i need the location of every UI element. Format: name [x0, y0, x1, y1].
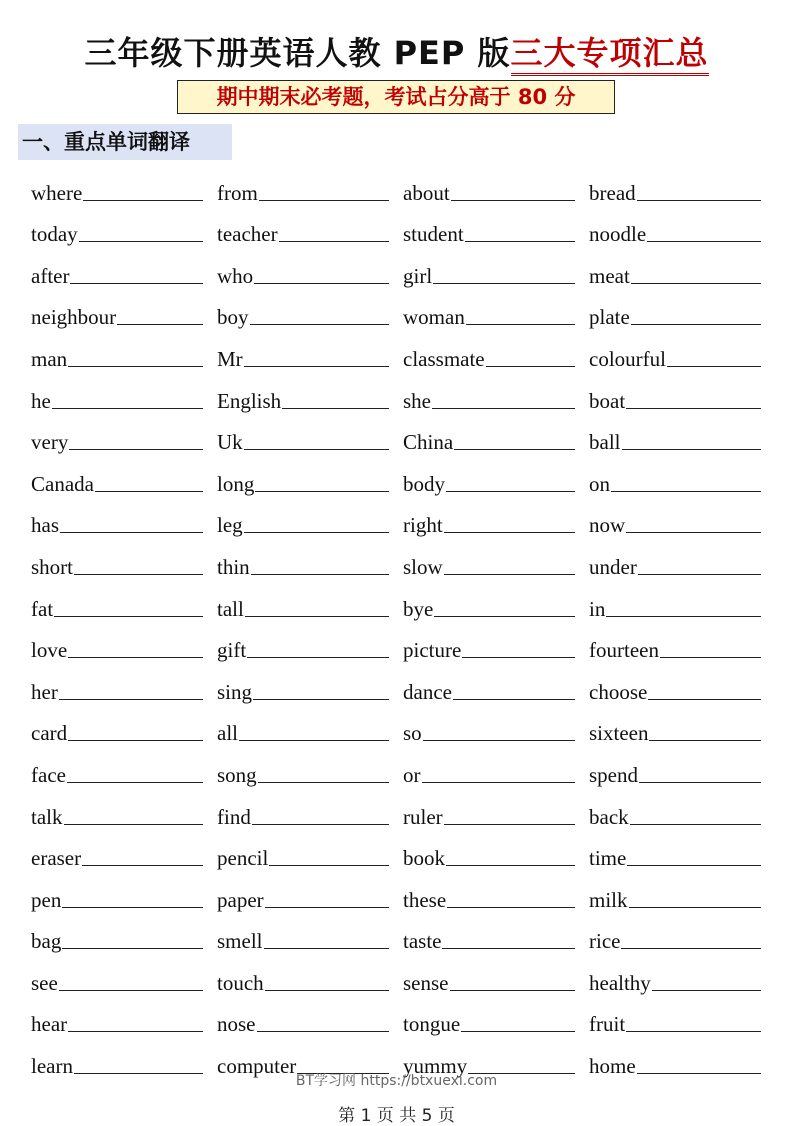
- answer-blank[interactable]: [631, 324, 761, 325]
- answer-blank[interactable]: [259, 200, 389, 201]
- word-label: classmate: [403, 346, 485, 371]
- word-item: [31, 548, 217, 578]
- word-item: [403, 548, 589, 578]
- word-label: in: [589, 596, 606, 621]
- answer-blank[interactable]: [69, 449, 203, 450]
- word-label: student: [403, 222, 464, 247]
- word-label: today: [31, 222, 78, 247]
- answer-blank[interactable]: [638, 574, 761, 575]
- word-label: she: [403, 388, 431, 413]
- answer-blank[interactable]: [254, 283, 389, 284]
- word-label: China: [403, 430, 454, 455]
- answer-blank[interactable]: [422, 782, 576, 783]
- answer-blank[interactable]: [454, 449, 575, 450]
- word-label: plate: [589, 305, 630, 330]
- word-label: sixteen: [589, 721, 649, 746]
- answer-blank[interactable]: [95, 491, 203, 492]
- answer-blank[interactable]: [450, 990, 576, 991]
- page-title: [0, 28, 793, 74]
- word-item: [31, 798, 217, 828]
- word-row: [31, 578, 775, 620]
- word-item: [589, 714, 775, 744]
- answer-blank[interactable]: [79, 241, 203, 242]
- word-label: face: [31, 762, 66, 787]
- word-label: sense: [403, 970, 449, 995]
- answer-blank[interactable]: [252, 824, 389, 825]
- word-label: meat: [589, 263, 630, 288]
- section-heading: 一、重点单词翻译: [18, 124, 232, 160]
- word-item: [589, 798, 775, 828]
- word-item: [217, 714, 403, 744]
- answer-blank[interactable]: [265, 907, 389, 908]
- word-label: book: [403, 846, 445, 871]
- word-item: [217, 174, 403, 204]
- answer-blank[interactable]: [264, 948, 390, 949]
- answer-blank[interactable]: [432, 408, 575, 409]
- word-item: [31, 298, 217, 328]
- answer-blank[interactable]: [64, 824, 204, 825]
- word-label: Canada: [31, 471, 94, 496]
- word-row: [31, 453, 775, 495]
- word-item: [403, 839, 589, 869]
- answer-blank[interactable]: [626, 1031, 761, 1032]
- word-item: [217, 631, 403, 661]
- word-label: choose: [589, 679, 648, 704]
- answer-blank[interactable]: [447, 907, 575, 908]
- word-item: [217, 257, 403, 287]
- answer-blank[interactable]: [282, 408, 389, 409]
- word-item: [403, 465, 589, 495]
- word-label: now: [589, 513, 626, 538]
- word-item: [589, 922, 775, 952]
- word-label: from: [217, 180, 258, 205]
- word-label: bread: [589, 180, 636, 205]
- word-label: paper: [217, 887, 264, 912]
- answer-blank[interactable]: [626, 532, 761, 533]
- word-label: short: [31, 554, 73, 579]
- word-label: teacher: [217, 222, 278, 247]
- word-item: [31, 174, 217, 204]
- answer-blank[interactable]: [251, 574, 389, 575]
- word-label: pen: [31, 887, 62, 912]
- answer-blank[interactable]: [444, 824, 575, 825]
- answer-blank[interactable]: [611, 491, 761, 492]
- word-label: thin: [217, 554, 250, 579]
- word-label: man: [31, 346, 68, 371]
- answer-blank[interactable]: [269, 865, 389, 866]
- word-label: has: [31, 513, 59, 538]
- word-item: [31, 922, 217, 952]
- word-label: or: [403, 762, 421, 787]
- word-item: [403, 631, 589, 661]
- word-item: [403, 382, 589, 412]
- word-label: fourteen: [589, 638, 659, 663]
- word-label: healthy: [589, 970, 651, 995]
- answer-blank[interactable]: [253, 699, 389, 700]
- answer-blank[interactable]: [629, 907, 761, 908]
- word-item: [217, 340, 403, 370]
- word-label: Uk: [217, 430, 243, 455]
- word-row: [31, 661, 775, 703]
- answer-blank[interactable]: [68, 366, 203, 367]
- word-row: [31, 370, 775, 412]
- word-item: [589, 839, 775, 869]
- word-item: [589, 548, 775, 578]
- answer-blank[interactable]: [83, 200, 203, 201]
- word-item: [403, 673, 589, 703]
- answer-blank[interactable]: [639, 782, 761, 783]
- word-row: [31, 703, 775, 745]
- answer-blank[interactable]: [433, 283, 575, 284]
- word-label: fruit: [589, 1012, 626, 1037]
- answer-blank[interactable]: [466, 324, 575, 325]
- word-row: [31, 994, 775, 1036]
- answer-blank[interactable]: [446, 491, 575, 492]
- word-item: [403, 714, 589, 744]
- word-item: [403, 215, 589, 245]
- answer-blank[interactable]: [265, 990, 389, 991]
- answer-blank[interactable]: [631, 283, 761, 284]
- word-label: computer: [217, 1054, 297, 1079]
- word-row: [31, 828, 775, 870]
- word-item: [217, 215, 403, 245]
- word-label: eraser: [31, 846, 82, 871]
- title-main: 三年级下册英语人教 PEP 版: [84, 34, 511, 72]
- word-label: these: [403, 887, 447, 912]
- word-label: bag: [31, 929, 62, 954]
- word-item: [217, 298, 403, 328]
- word-label: time: [589, 846, 627, 871]
- word-label: so: [403, 721, 422, 746]
- answer-blank[interactable]: [453, 699, 575, 700]
- answer-blank[interactable]: [247, 657, 389, 658]
- word-label: right: [403, 513, 443, 538]
- word-item: [217, 673, 403, 703]
- answer-blank[interactable]: [434, 616, 575, 617]
- word-label: where: [31, 180, 83, 205]
- word-item: [217, 798, 403, 828]
- word-item: [217, 465, 403, 495]
- word-label: spend: [589, 762, 638, 787]
- answer-blank[interactable]: [637, 200, 761, 201]
- word-item: [31, 881, 217, 911]
- word-label: smell: [217, 929, 263, 954]
- word-item: [589, 298, 775, 328]
- answer-blank[interactable]: [117, 324, 203, 325]
- answer-blank[interactable]: [667, 366, 761, 367]
- footer-site: BT学习网 https://btxuexi.com: [295, 1073, 498, 1089]
- word-item: [31, 714, 217, 744]
- word-item: [589, 964, 775, 994]
- word-label: her: [31, 679, 58, 704]
- word-label: touch: [217, 970, 264, 995]
- word-item: [31, 673, 217, 703]
- word-row: [31, 412, 775, 454]
- page-number: 第 1 页 共 5 页: [338, 1106, 455, 1126]
- word-label: ruler: [403, 804, 443, 829]
- word-label: dance: [403, 679, 452, 704]
- answer-blank[interactable]: [627, 865, 761, 866]
- word-label: long: [217, 471, 255, 496]
- word-item: [589, 756, 775, 786]
- word-label: girl: [403, 263, 433, 288]
- word-item: [403, 298, 589, 328]
- word-item: [589, 215, 775, 245]
- title-highlight: 三大专项汇总: [511, 34, 709, 76]
- word-item: [31, 465, 217, 495]
- answer-blank[interactable]: [660, 657, 761, 658]
- answer-blank[interactable]: [54, 616, 203, 617]
- word-label: Mr: [217, 346, 243, 371]
- answer-blank[interactable]: [67, 782, 203, 783]
- word-item: [403, 506, 589, 536]
- word-label: leg: [217, 513, 243, 538]
- word-row: [31, 952, 775, 994]
- word-label: yummy: [403, 1054, 468, 1079]
- word-item: [31, 506, 217, 536]
- word-item: [31, 839, 217, 869]
- word-grid: [31, 162, 775, 1077]
- word-label: about: [403, 180, 450, 205]
- word-row: [31, 204, 775, 246]
- answer-blank[interactable]: [244, 449, 389, 450]
- word-label: ball: [589, 430, 621, 455]
- word-item: [403, 1005, 589, 1035]
- word-item: [589, 506, 775, 536]
- word-item: [589, 590, 775, 620]
- word-item: [31, 423, 217, 453]
- word-label: rice: [589, 929, 621, 954]
- answer-blank[interactable]: [423, 740, 575, 741]
- word-item: [403, 590, 589, 620]
- answer-blank[interactable]: [451, 200, 575, 201]
- answer-blank[interactable]: [239, 740, 389, 741]
- word-label: gift: [217, 638, 247, 663]
- answer-blank[interactable]: [59, 699, 203, 700]
- word-label: bye: [403, 596, 434, 621]
- answer-blank[interactable]: [444, 532, 575, 533]
- word-label: back: [589, 804, 629, 829]
- word-label: slow: [403, 554, 443, 579]
- word-item: [589, 881, 775, 911]
- word-row: [31, 869, 775, 911]
- answer-blank[interactable]: [244, 366, 389, 367]
- answer-blank[interactable]: [461, 1031, 575, 1032]
- answer-blank[interactable]: [626, 408, 761, 409]
- word-label: very: [31, 430, 69, 455]
- word-item: [31, 631, 217, 661]
- word-item: [217, 756, 403, 786]
- word-label: talk: [31, 804, 63, 829]
- answer-blank[interactable]: [52, 408, 203, 409]
- word-item: [403, 798, 589, 828]
- word-row: [31, 536, 775, 578]
- word-item: [589, 465, 775, 495]
- word-label: boat: [589, 388, 626, 413]
- word-row: [31, 162, 775, 204]
- answer-blank[interactable]: [442, 948, 575, 949]
- word-label: tall: [217, 596, 244, 621]
- answer-blank[interactable]: [462, 657, 575, 658]
- answer-blank[interactable]: [486, 366, 575, 367]
- word-label: see: [31, 970, 58, 995]
- word-item: [31, 590, 217, 620]
- answer-blank[interactable]: [62, 907, 203, 908]
- word-row: [31, 495, 775, 537]
- word-item: [31, 257, 217, 287]
- answer-blank[interactable]: [446, 865, 575, 866]
- answer-blank[interactable]: [647, 241, 761, 242]
- word-row: [31, 245, 775, 287]
- word-row: [31, 620, 775, 662]
- answer-blank[interactable]: [59, 990, 203, 991]
- answer-blank[interactable]: [465, 241, 575, 242]
- word-item: [403, 922, 589, 952]
- answer-blank[interactable]: [630, 824, 761, 825]
- word-label: he: [31, 388, 51, 413]
- word-item: [217, 964, 403, 994]
- answer-blank[interactable]: [82, 865, 203, 866]
- word-item: [217, 1005, 403, 1035]
- answer-blank[interactable]: [62, 948, 203, 949]
- answer-blank[interactable]: [250, 324, 390, 325]
- answer-blank[interactable]: [68, 740, 203, 741]
- word-label: neighbour: [31, 305, 117, 330]
- word-item: [217, 839, 403, 869]
- word-label: taste: [403, 929, 442, 954]
- answer-blank[interactable]: [257, 1031, 390, 1032]
- word-label: on: [589, 471, 610, 496]
- word-label: milk: [589, 887, 628, 912]
- word-item: [403, 257, 589, 287]
- answer-blank[interactable]: [70, 283, 203, 284]
- word-label: find: [217, 804, 251, 829]
- word-label: woman: [403, 305, 465, 330]
- word-item: [589, 340, 775, 370]
- subtitle-banner: 期中期末必考题，考试占分高于 80 分: [177, 80, 615, 114]
- word-row: [31, 328, 775, 370]
- word-label: hear: [31, 1012, 68, 1037]
- word-label: body: [403, 471, 445, 496]
- word-label: pencil: [217, 846, 269, 871]
- word-label: who: [217, 263, 254, 288]
- answer-blank[interactable]: [245, 616, 389, 617]
- word-item: [403, 964, 589, 994]
- word-label: colourful: [589, 346, 666, 371]
- word-item: [589, 673, 775, 703]
- word-item: [217, 881, 403, 911]
- word-label: card: [31, 721, 68, 746]
- word-label: song: [217, 762, 257, 787]
- word-item: [403, 174, 589, 204]
- answer-blank[interactable]: [255, 491, 389, 492]
- word-label: all: [217, 721, 238, 746]
- word-label: learn: [31, 1054, 73, 1079]
- word-item: [217, 423, 403, 453]
- word-item: [31, 340, 217, 370]
- word-row: [31, 287, 775, 329]
- word-label: after: [31, 263, 70, 288]
- word-item: [589, 382, 775, 412]
- answer-blank[interactable]: [621, 948, 761, 949]
- answer-blank[interactable]: [244, 532, 389, 533]
- word-label: love: [31, 638, 68, 663]
- word-item: [217, 590, 403, 620]
- word-item: [31, 1005, 217, 1035]
- word-item: [589, 423, 775, 453]
- word-row: [31, 744, 775, 786]
- answer-blank[interactable]: [622, 449, 762, 450]
- word-label: picture: [403, 638, 462, 663]
- word-row: [31, 786, 775, 828]
- word-item: [31, 756, 217, 786]
- word-item: [589, 1005, 775, 1035]
- answer-blank[interactable]: [68, 1031, 203, 1032]
- word-item: [31, 215, 217, 245]
- answer-blank[interactable]: [68, 657, 203, 658]
- word-label: English: [217, 388, 282, 413]
- word-item: [31, 964, 217, 994]
- word-row: [31, 911, 775, 953]
- word-label: tongue: [403, 1012, 461, 1037]
- word-item: [217, 382, 403, 412]
- word-item: [217, 548, 403, 578]
- word-item: [217, 506, 403, 536]
- word-label: sing: [217, 679, 253, 704]
- answer-blank[interactable]: [279, 241, 389, 242]
- word-item: [589, 631, 775, 661]
- answer-blank[interactable]: [74, 574, 203, 575]
- answer-blank[interactable]: [444, 574, 575, 575]
- word-label: noodle: [589, 222, 647, 247]
- answer-blank[interactable]: [258, 782, 389, 783]
- word-label: boy: [217, 305, 249, 330]
- word-label: nose: [217, 1012, 256, 1037]
- word-item: [403, 881, 589, 911]
- word-item: [217, 922, 403, 952]
- word-item: [403, 756, 589, 786]
- word-label: under: [589, 554, 637, 579]
- word-item: [589, 174, 775, 204]
- answer-blank[interactable]: [648, 699, 761, 700]
- word-label: home: [589, 1054, 636, 1079]
- word-item: [403, 423, 589, 453]
- word-label: fat: [31, 596, 54, 621]
- answer-blank[interactable]: [652, 990, 761, 991]
- word-item: [31, 382, 217, 412]
- answer-blank[interactable]: [606, 616, 761, 617]
- word-item: [403, 340, 589, 370]
- answer-blank[interactable]: [60, 532, 203, 533]
- answer-blank[interactable]: [649, 740, 761, 741]
- word-item: [589, 257, 775, 287]
